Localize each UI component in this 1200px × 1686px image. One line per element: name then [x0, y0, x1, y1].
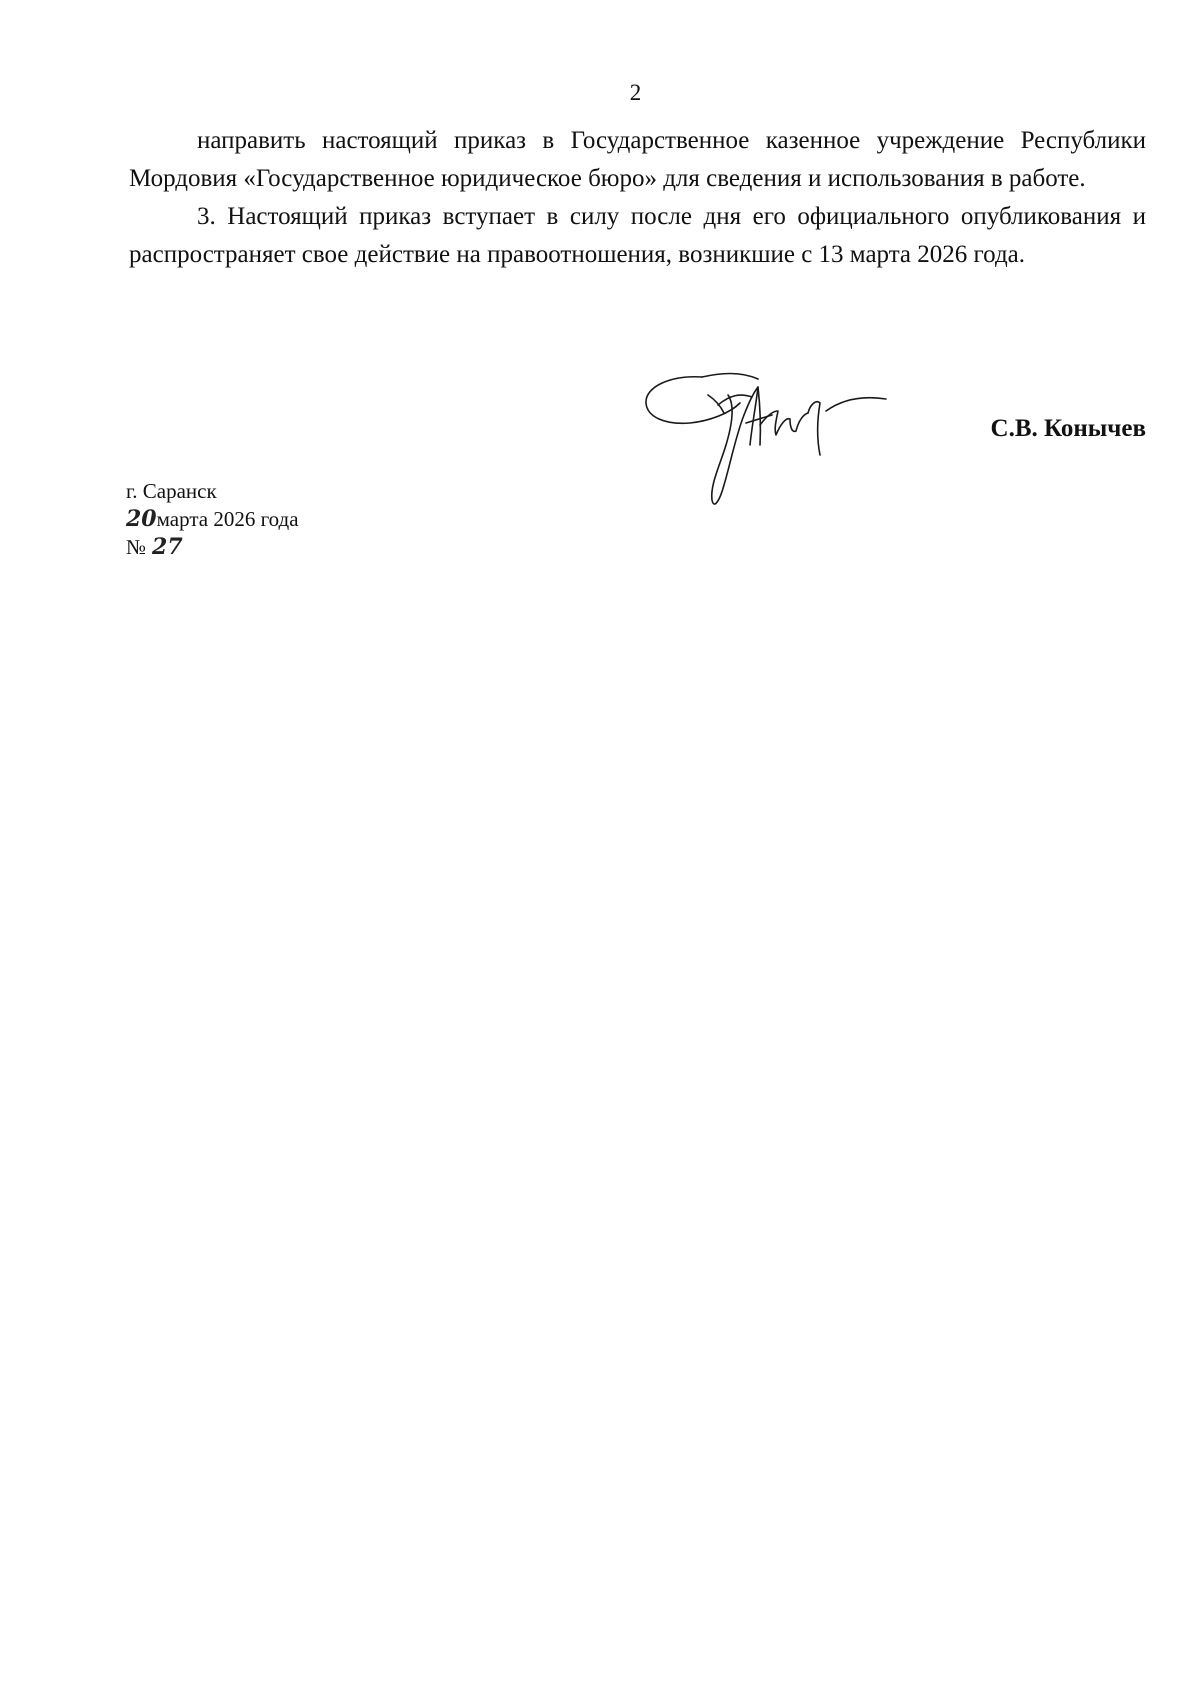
document-footer — [126, 477, 299, 561]
page-number: 2 — [629, 80, 642, 105]
number-line — [126, 533, 299, 561]
date-line — [126, 505, 299, 533]
handwritten-signature — [640, 365, 910, 515]
signer-name: С.В. Конычев — [990, 415, 1146, 442]
document-body — [129, 122, 1146, 274]
number-sign: № — [126, 535, 147, 559]
paragraph-3: 3. Настоящий приказ вступает в силу после дня его официального опубликования и распространяет свое действие на правоотношения, возникшие с 13 марта 2026 года. — [129, 203, 1146, 268]
date-text: марта 2026 года — [156, 507, 299, 531]
paragraph-continuation: направить настоящий приказ в Государственное казенное учреждение Республики Мордовия «Государственное юридическое бюро» для сведения и использования в работе. — [129, 127, 1146, 192]
city-line — [126, 477, 299, 505]
city: г. Саранск — [126, 479, 217, 503]
handwritten-day: 20 — [126, 506, 157, 532]
handwritten-number: 27 — [152, 534, 183, 560]
